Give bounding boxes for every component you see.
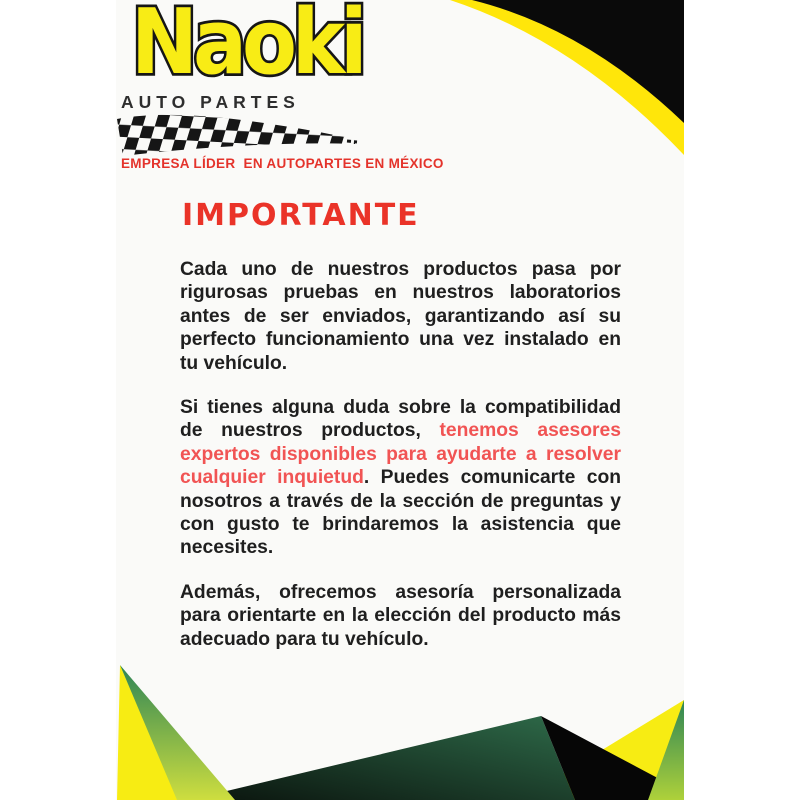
paragraph-advice-text: Además, ofrecemos asesoría personalizada para orientarte en la elección del producto más adecuado para tu vehículo. xyxy=(180,581,621,650)
brand-logo: Naoki xyxy=(131,0,363,95)
footer-pyramid-left-face xyxy=(189,716,575,800)
footer-right-green-triangle xyxy=(648,700,684,800)
brand-logo-subtext: AUTO PARTES xyxy=(121,92,300,112)
corner-black-shape xyxy=(472,0,684,123)
paragraph-quality xyxy=(180,258,621,375)
footer-left-green-triangle xyxy=(120,665,235,800)
corner-yellow-stripe xyxy=(450,0,684,155)
paragraph-quality-text: Cada uno de nuestros productos pasa por rigurosas pruebas en nuestros laboratorios antes de ser enviados, garantizando así su perfecto funcionamiento una vez instalado en tu vehículo. xyxy=(180,259,621,374)
page-title: IMPORTANTE xyxy=(182,198,420,233)
checkered-flag-icon xyxy=(111,112,363,158)
flyer-canvas xyxy=(116,0,684,800)
footer-right-yellow-triangle xyxy=(520,700,684,800)
paragraph-support-lead: Si tienes alguna duda sobre la compatibilidad de nuestros productos, xyxy=(180,397,621,442)
paragraph-support xyxy=(180,396,621,560)
paragraph-support-tail: . Puedes comunicarte con nosotros a través de la sección de preguntas y con gusto te brindaremos la asistencia que necesites. xyxy=(180,467,621,559)
footer-left-yellow-triangle xyxy=(117,665,178,800)
paragraph-advice xyxy=(180,581,621,651)
body-text-column xyxy=(180,258,621,672)
footer-pyramid-right-face xyxy=(541,716,684,800)
brand-tagline: EMPRESA LÍDER EN AUTOPARTES EN MÉXICO xyxy=(121,156,444,171)
paragraph-support-highlight: tenemos asesores expertos disponibles para ayudarte a resolver cualquier inquietud xyxy=(180,420,621,489)
